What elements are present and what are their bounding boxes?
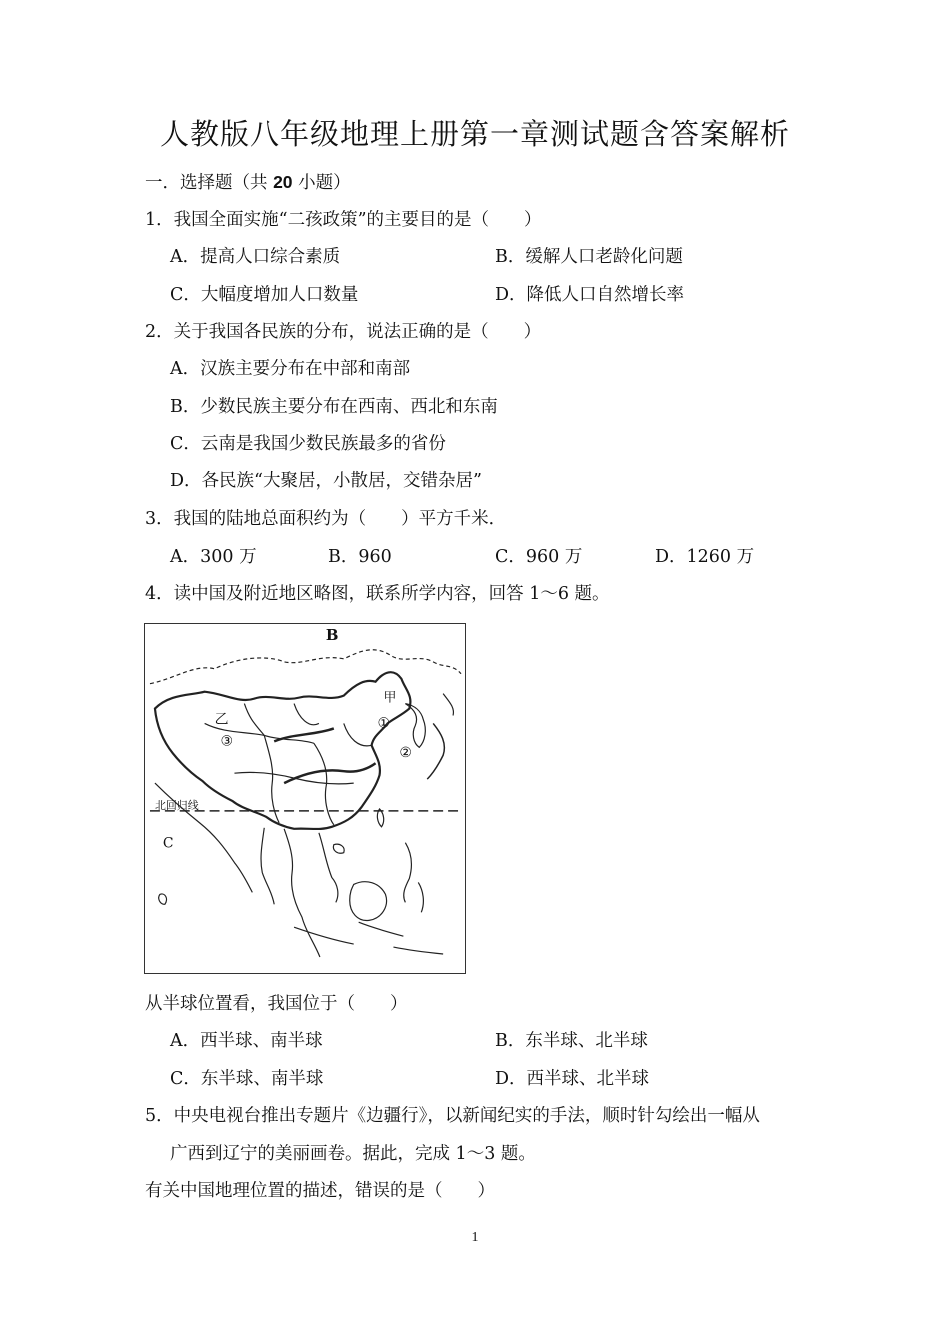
question-1-option-c: C．大幅度增加人口数量 (170, 285, 359, 305)
question-4-option-c: C．东半球、南半球 (170, 1069, 324, 1089)
question-3-option-b: B．960 (328, 547, 392, 567)
question-4-option-a: A．西半球、南半球 (170, 1031, 323, 1051)
china-region-map-drawing (145, 624, 465, 973)
map-label-c: C (162, 835, 174, 852)
question-4-substem: 从半球位置看，我国位于（ ） (145, 994, 408, 1014)
question-5-stem-line-2: 广西到辽宁的美丽画卷。据此，完成 1～3 题。 (170, 1144, 536, 1164)
map-label-tropic-of-cancer: 北回归线 (154, 798, 199, 812)
section-heading-suffix: 小题） (292, 173, 351, 193)
question-2-option-d: D．各民族“大聚居，小散居，交错杂居” (170, 471, 482, 491)
section-heading (145, 171, 351, 194)
question-4-option-b: B．东半球、北半球 (495, 1031, 648, 1051)
map-label-circle-2: ② (399, 745, 412, 762)
question-2-option-c: C．云南是我国少数民族最多的省份 (170, 434, 446, 454)
question-3-option-c: C．960 万 (495, 547, 583, 567)
question-2-option-a: A．汉族主要分布在中部和南部 (170, 359, 411, 379)
question-4-stem: 4．读中国及附近地区略图，联系所学内容，回答 1～6 题。 (145, 584, 610, 604)
question-1-option-d: D．降低人口自然增长率 (495, 285, 685, 305)
page-number: 1 (471, 1230, 479, 1245)
question-1-option-a: A．提高人口综合素质 (170, 247, 341, 267)
map-label-circle-1: ① (377, 715, 391, 732)
question-4-option-d: D．西半球、北半球 (495, 1069, 650, 1089)
question-3-option-a: A．300 万 (170, 547, 257, 567)
map-label-b: B (325, 625, 339, 644)
question-3-option-d: D．1260 万 (655, 547, 755, 567)
document-title: 人教版八年级地理上册第一章测试题含答案解析 (159, 117, 790, 151)
map-label-yi: 乙 (214, 711, 229, 728)
map-label-circle-3: ③ (220, 733, 233, 750)
section-question-count: 20 (273, 172, 293, 192)
question-3-stem: 3．我国的陆地总面积约为（ ）平方千米． (145, 509, 507, 529)
question-2-option-b: B．少数民族主要分布在西南、西北和东南 (170, 397, 498, 417)
question-1-option-b: B．缓解人口老龄化问题 (495, 247, 683, 267)
map-label-jia: 甲 (383, 690, 397, 706)
section-heading-prefix: 一．选择题（共 (145, 173, 274, 193)
question-5-substem: 有关中国地理位置的描述，错误的是（ ） (145, 1181, 495, 1201)
question-1-stem: 1．我国全面实施“二孩政策”的主要目的是（ ） (145, 210, 542, 230)
china-region-map (144, 623, 466, 974)
question-2-stem: 2．关于我国各民族的分布，说法正确的是（ ） (145, 322, 542, 342)
question-5-stem-line-1: 5．中央电视台推出专题片《边疆行》，以新闻纪实的手法，顺时针勾绘出一幅从 (145, 1106, 760, 1126)
